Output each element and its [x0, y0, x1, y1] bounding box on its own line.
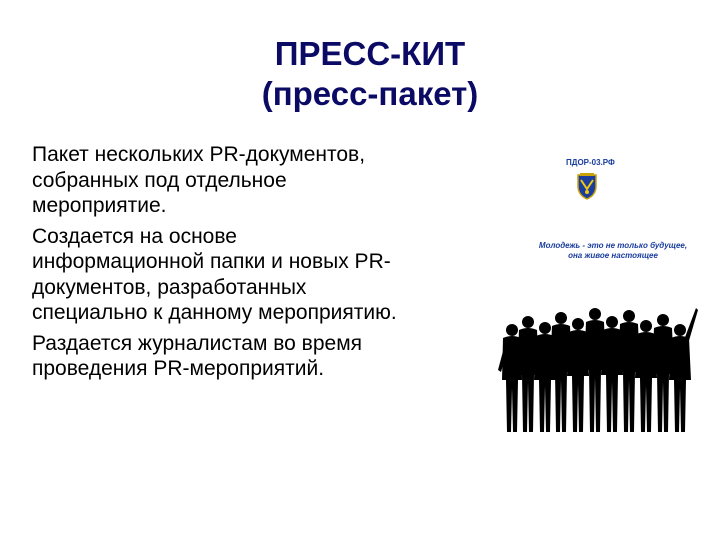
slogan-line-2: она живое настоящее [568, 251, 658, 260]
paragraph-line: Пакет нескольких PR-документов, [32, 143, 366, 166]
paragraph-1 [32, 142, 472, 219]
poster-site-label: ПДОР-03.РФ [566, 158, 615, 167]
paragraph-line: документов, разработанных [32, 275, 307, 299]
slogan-line-1: Молодежь - это не только будущее, [538, 241, 688, 250]
crowd-silhouette-image [498, 300, 698, 435]
paragraph-line: проведения PR-мероприятий. [32, 357, 325, 380]
body-text [32, 142, 472, 387]
paragraph-2 [32, 224, 472, 326]
paragraph-line: специально к данному мероприятию. [32, 301, 397, 324]
paragraph-line: информационной папки и новых PR- [32, 250, 391, 273]
shield-emblem-icon [576, 172, 598, 200]
paragraph-line: Раздается журналистам во время [32, 331, 363, 355]
paragraph-line: собранных под отдельное [32, 168, 287, 192]
paragraph-line: мероприятие. [32, 194, 167, 217]
poster-slogan [532, 241, 694, 261]
title-line-2: (пресс-пакет) [261, 75, 479, 112]
title-line-1: ПРЕСС-КИТ [274, 35, 466, 72]
slide-title [150, 34, 590, 114]
paragraph-line: Создается на основе [32, 224, 237, 248]
paragraph-3 [32, 331, 472, 382]
